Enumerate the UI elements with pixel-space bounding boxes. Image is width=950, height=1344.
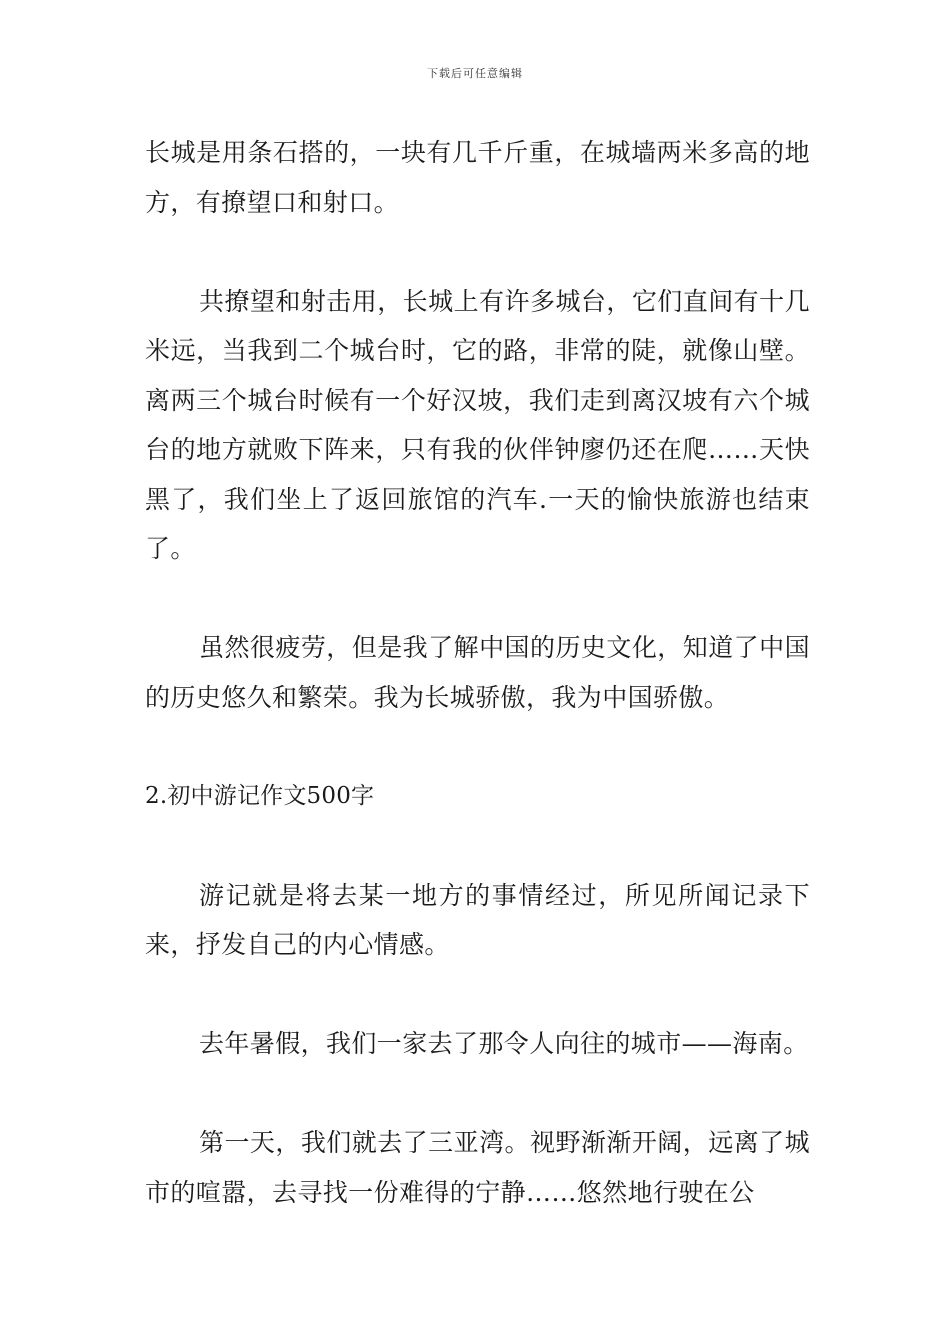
paragraph-travelogue-definition: 游记就是将去某一地方的事情经过，所见所闻记录下来，抒发自己的内心情感。 [145,880,810,959]
section-heading: 2.初中游记作文500字 [145,782,375,809]
page-header: 下载后可任意编辑 [427,67,523,80]
paragraph-hainan-intro: 去年暑假，我们一家去了那令人向往的城市——海南。 [199,1029,809,1058]
paragraph-gap [145,821,810,871]
paragraph-gap [145,722,810,772]
paragraph-gap [145,574,810,624]
paragraph-gap [145,227,810,277]
paragraph-great-wall-climb: 共撩望和射击用，长城上有许多城台，它们直间有十几米远，当我到二个城台时，它的路，非常的陡，就像山壁。离两三个城台时候有一个好汉坡，我们走到离汉坡有六个城台的地方就败下阵来，只有我的伙伴钟廖仍还在爬……天快黑了，我们坐上了返回旅馆的汽车.一天的愉快旅游也结束了。 [145,286,810,563]
document-body [145,128,810,1217]
paragraph-gap [145,970,810,1020]
paragraph-sanya-bay: 第一天，我们就去了三亚湾。视野渐渐开阔，远离了城市的喧嚣，去寻找一份难得的宁静……悠然地行驶在公 [145,1128,810,1207]
paragraph-conclusion: 虽然很疲劳，但是我了解中国的历史文化，知道了中国的历史悠久和繁荣。我为长城骄傲，我为中国骄傲。 [145,633,810,712]
paragraph-great-wall-structure: 长城是用条石搭的，一块有几千斤重，在城墙两米多高的地方，有撩望口和射口。 [145,138,810,217]
paragraph-gap [145,1069,810,1119]
